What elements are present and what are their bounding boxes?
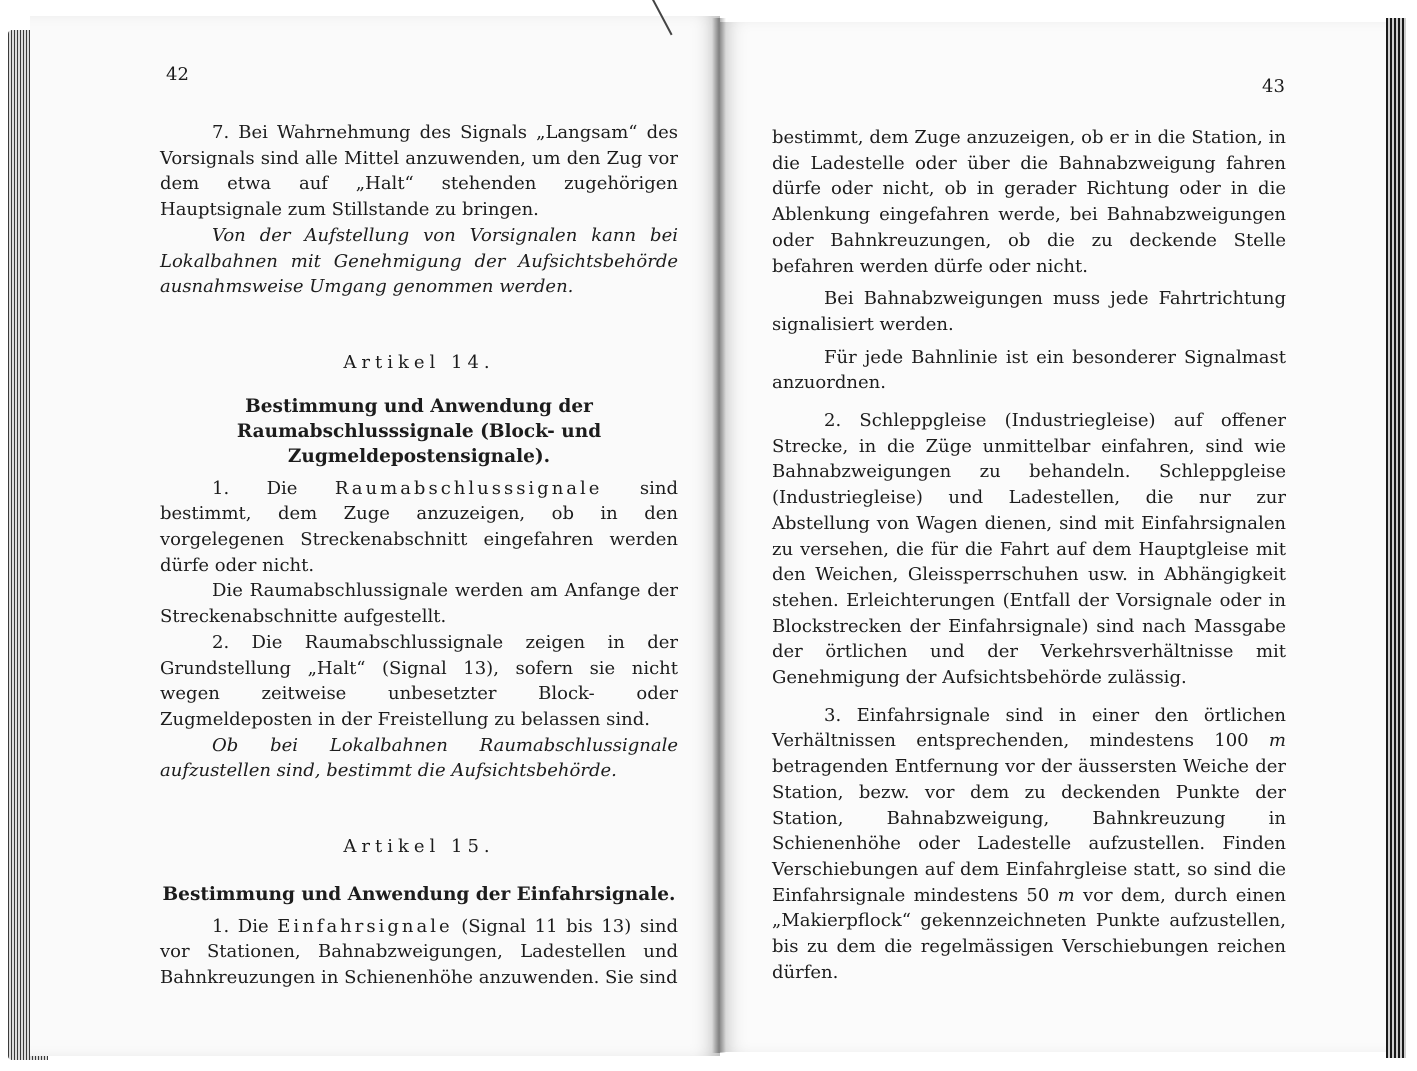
page-number-left: 42 xyxy=(166,64,189,85)
spaced-term: Raumabschlusssignale xyxy=(334,477,603,499)
paragraph: 2. Die Raumabschlussignale zeigen in der Grundstellung „Halt“ (Signal 13), sofern sie nicht wegen zeitweise unbesetzter Block- oder Zugmeldeposten in der Freistellung zu belassen sind. xyxy=(160,631,678,730)
page-number-right: 43 xyxy=(1262,76,1285,97)
section-heading: Bestimmung und Anwendung der Raumabschlusssignale (Block- und Zugmeldepostensignale). xyxy=(236,395,602,467)
paragraph-part: 3. Einfahrsignale sind in einer den örtlichen Verhältnissen entsprechenden, mindestens 100 xyxy=(772,704,1286,752)
article-label: Artikel 15. xyxy=(343,836,495,858)
paragraph xyxy=(160,476,678,579)
article-label: Artikel 14. xyxy=(343,351,495,373)
right-page-text xyxy=(772,125,1286,986)
paragraph-end: sind bestimmt, dem Zuge anzuzeigen, ob in den vorgelegenen Streckenabschnitt eingefahren werden dürfe oder nicht. xyxy=(160,477,678,576)
book-gutter xyxy=(712,18,726,1053)
paragraph-part: betragenden Entfernung vor der äussersten Weiche der Station, bezw. vor dem zu deckenden Punkte der Station, Bahnabzweigung, Bahnkreuzung in Schienenhöhe oder Ladestelle aufzustellen. Finden Verschiebungen auf dem Einfahrgleise statt, so sind die Einfahrsignale mindestens 50 xyxy=(772,756,1286,906)
paragraph: Die Raumabschlussignale werden am Anfange der Streckenabschnitte aufgestellt. xyxy=(160,580,678,628)
paragraph: Bei Bahnabzweigungen muss jede Fahrtrichtung signalisiert werden. xyxy=(772,288,1286,335)
right-page-edges xyxy=(1386,18,1406,1058)
paragraph-start: 1. Die xyxy=(212,915,278,937)
paragraph-start: 1. Die xyxy=(212,477,335,499)
paragraph: Für jede Bahnlinie ist ein besonderer Signalmast anzuordnen. xyxy=(772,346,1286,394)
left-page-text xyxy=(160,120,678,991)
paragraph xyxy=(772,703,1286,986)
unit-meter: m xyxy=(1057,884,1075,906)
paragraph xyxy=(160,914,678,991)
unit-meter: m xyxy=(1268,730,1286,752)
paragraph: 2. Schleppgleise (Industriegleise) auf offener Strecke, in die Züge unmittelbar einfahren, sind wie Bahnabzweigungen zu behandeln. Schleppgleise (Industriegleise) und Ladestellen, die nur zur Abstellung von Wagen dienen, sind mit Einfahrsignalen zu versehen, die für die Fahrt auf dem Hauptgleise mit den Weichen, Gleissperrschuhen usw. in Abhängigkeit stehen. Erleichterungen (Entfall der Vorsignale oder in Blockstrecken der Einfahrsignale) sind nach Massgabe der örtlichen und der Verkehrsverhältnisse mit Genehmigung der Aufsichtsbehörde zulässig. xyxy=(772,410,1286,689)
paragraph: bestimmt, dem Zuge anzuzeigen, ob er in die Station, in die Ladestelle oder über die Bahnabzweigung fahren dürfe oder nicht, ob in gerader Richtung oder in die Ablenkung eingefahren werde, bei Bahnabzweigungen oder Bahnkreuzungen, ob die zu deckende Stelle befahren werden dürfe oder nicht. xyxy=(772,127,1286,277)
paragraph-part: vor dem, durch einen „Makierpflock“ gekennzeichneten Punkte aufzustellen, bis zu dem die regelmässigen Verschiebungen reichen dürfen. xyxy=(772,884,1286,983)
paragraph-italic: Von der Aufstellung von Vorsignalen kann bei Lokalbahnen mit Genehmigung der Aufsichtsbehörde ausnahmsweise Umgang genommen werden. xyxy=(160,224,678,298)
spaced-term: Einfahrsignale xyxy=(277,915,453,937)
paragraph-end: (Signal 11 bis 13) sind vor Stationen, Bahnabzweigungen, Ladestellen und Bahnkreuzungen in Schienenhöhe anzuwenden. Sie sind xyxy=(160,915,678,989)
section-heading: Bestimmung und Anwendung der Einfahrsignale. xyxy=(162,883,676,905)
paragraph: 7. Bei Wahrnehmung des Signals „Langsam“ des Vorsignals sind alle Mittel anzuwenden, um den Zug vor dem etwa auf „Halt“ stehenden zugehörigen Hauptsignale zum Stillstande zu bringen. xyxy=(160,122,678,221)
paragraph-italic: Ob bei Lokalbahnen Raumabschlussignale aufzustellen sind, bestimmt die Aufsichtsbehörde. xyxy=(160,734,678,782)
